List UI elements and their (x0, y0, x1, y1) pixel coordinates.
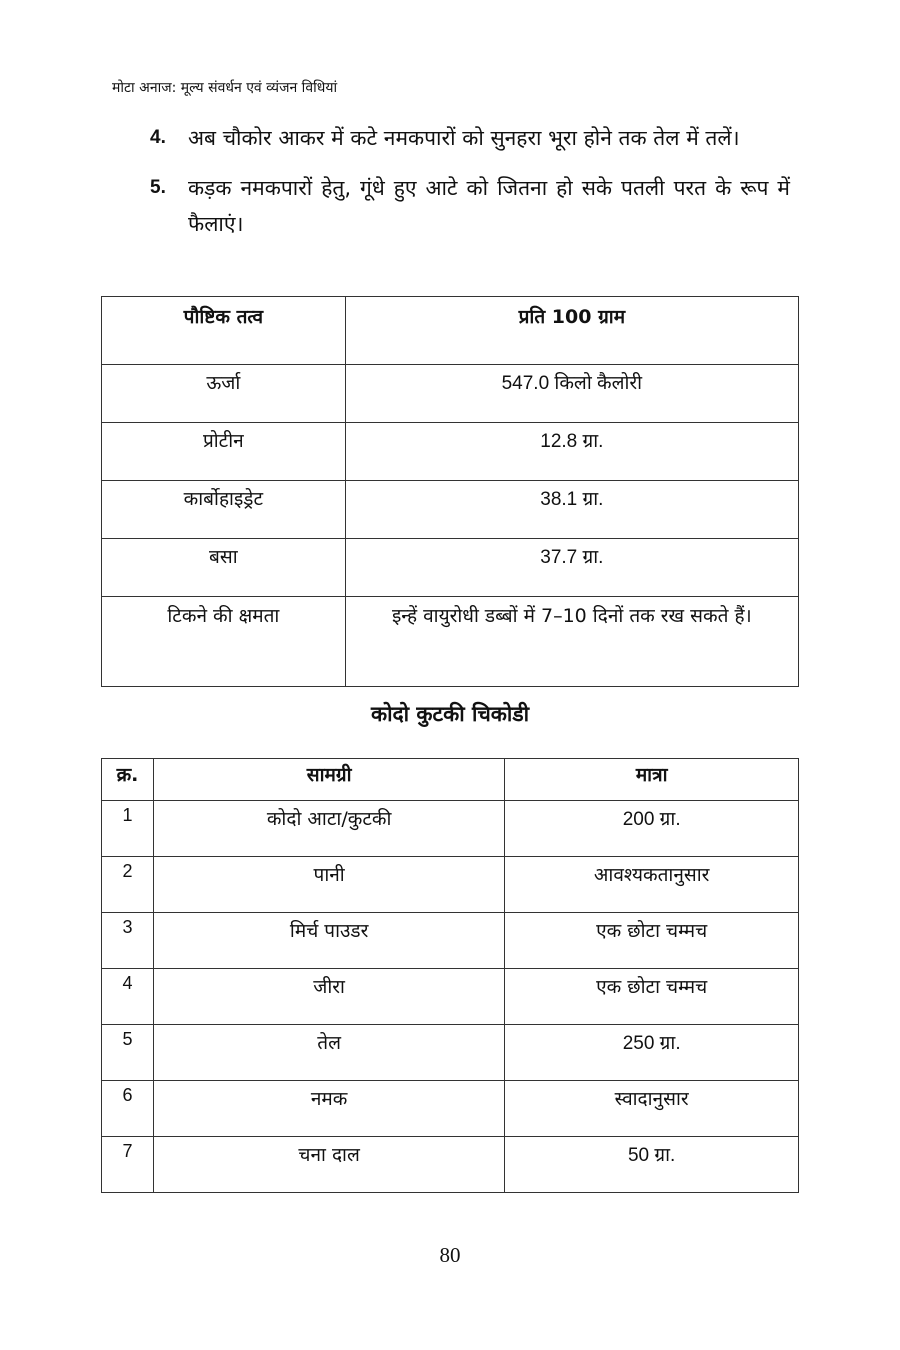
method-steps (150, 120, 790, 256)
ingredient-quantity: आवश्यकतानुसार (505, 857, 799, 913)
nutrient-name: बसा (102, 539, 346, 597)
nutrient-value: इन्हें वायुरोधी डब्बों में 7–10 दिनों तक रख सकते हैं। (345, 597, 798, 687)
table-row (102, 1025, 799, 1081)
ingredient-name: नमक (153, 1081, 504, 1137)
ingredients-table (101, 758, 799, 1193)
ingredient-quantity: 250 ग्रा. (505, 1025, 799, 1081)
step-text: कड़क नमकपारों हेतु, गूंधे हुए आटे को जितना हो सके पतली परत के रूप में फैलाएं। (188, 176, 790, 236)
table-row (102, 365, 799, 423)
table-row (102, 597, 799, 687)
step-item (150, 170, 790, 242)
table-row (102, 539, 799, 597)
ingredient-name: जीरा (153, 969, 504, 1025)
nutrient-value: 547.0 किलो कैलोरी (345, 365, 798, 423)
page-number: 80 (439, 1243, 461, 1267)
serial-number: 3 (102, 913, 154, 969)
table-row (102, 481, 799, 539)
ingredient-name: पानी (153, 857, 504, 913)
recipe-title: कोदो कुटकी चिकोडी (370, 702, 530, 726)
nutrient-name: प्रोटीन (102, 423, 346, 481)
column-header-ingredient: सामग्री (153, 759, 504, 801)
nutrition-table (101, 296, 799, 687)
ingredient-name: चना दाल (153, 1137, 504, 1193)
nutrient-value: 12.8 ग्रा. (345, 423, 798, 481)
ingredient-name: कोदो आटा/कुटकी (153, 801, 504, 857)
step-item (150, 120, 790, 156)
table-row (102, 969, 799, 1025)
ingredient-quantity: स्वादानुसार (505, 1081, 799, 1137)
column-header-serial: क्र. (102, 759, 154, 801)
nutrient-name: कार्बोहाइड्रेट (102, 481, 346, 539)
nutrient-name: ऊर्जा (102, 365, 346, 423)
nutrient-value: 38.1 ग्रा. (345, 481, 798, 539)
table-row (102, 423, 799, 481)
step-number: 5. (150, 177, 166, 198)
step-text: अब चौकोर आकर में कटे नमकपारों को सुनहरा भूरा होने तक तेल में तलें। (188, 126, 740, 150)
ingredient-name: मिर्च पाउडर (153, 913, 504, 969)
table-header-row (102, 759, 799, 801)
table-row (102, 857, 799, 913)
serial-number: 1 (102, 801, 154, 857)
ingredient-quantity: एक छोटा चम्मच (505, 969, 799, 1025)
serial-number: 4 (102, 969, 154, 1025)
table-row (102, 913, 799, 969)
serial-number: 7 (102, 1137, 154, 1193)
ingredient-name: तेल (153, 1025, 504, 1081)
nutrient-name: टिकने की क्षमता (102, 597, 346, 687)
step-number: 4. (150, 127, 166, 148)
serial-number: 6 (102, 1081, 154, 1137)
column-header-per-100g: प्रति 100 ग्राम (345, 297, 798, 365)
table-row (102, 1137, 799, 1193)
ingredient-quantity: एक छोटा चम्मच (505, 913, 799, 969)
column-header-quantity: मात्रा (505, 759, 799, 801)
ingredient-quantity: 200 ग्रा. (505, 801, 799, 857)
nutrient-value: 37.7 ग्रा. (345, 539, 798, 597)
serial-number: 2 (102, 857, 154, 913)
column-header-nutrient: पौष्टिक तत्व (102, 297, 346, 365)
serial-number: 5 (102, 1025, 154, 1081)
table-header-row (102, 297, 799, 365)
table-row (102, 801, 799, 857)
running-header: मोटा अनाज: मूल्य संवर्धन एवं व्यंजन विधियां (112, 80, 338, 96)
ingredient-quantity: 50 ग्रा. (505, 1137, 799, 1193)
table-row (102, 1081, 799, 1137)
